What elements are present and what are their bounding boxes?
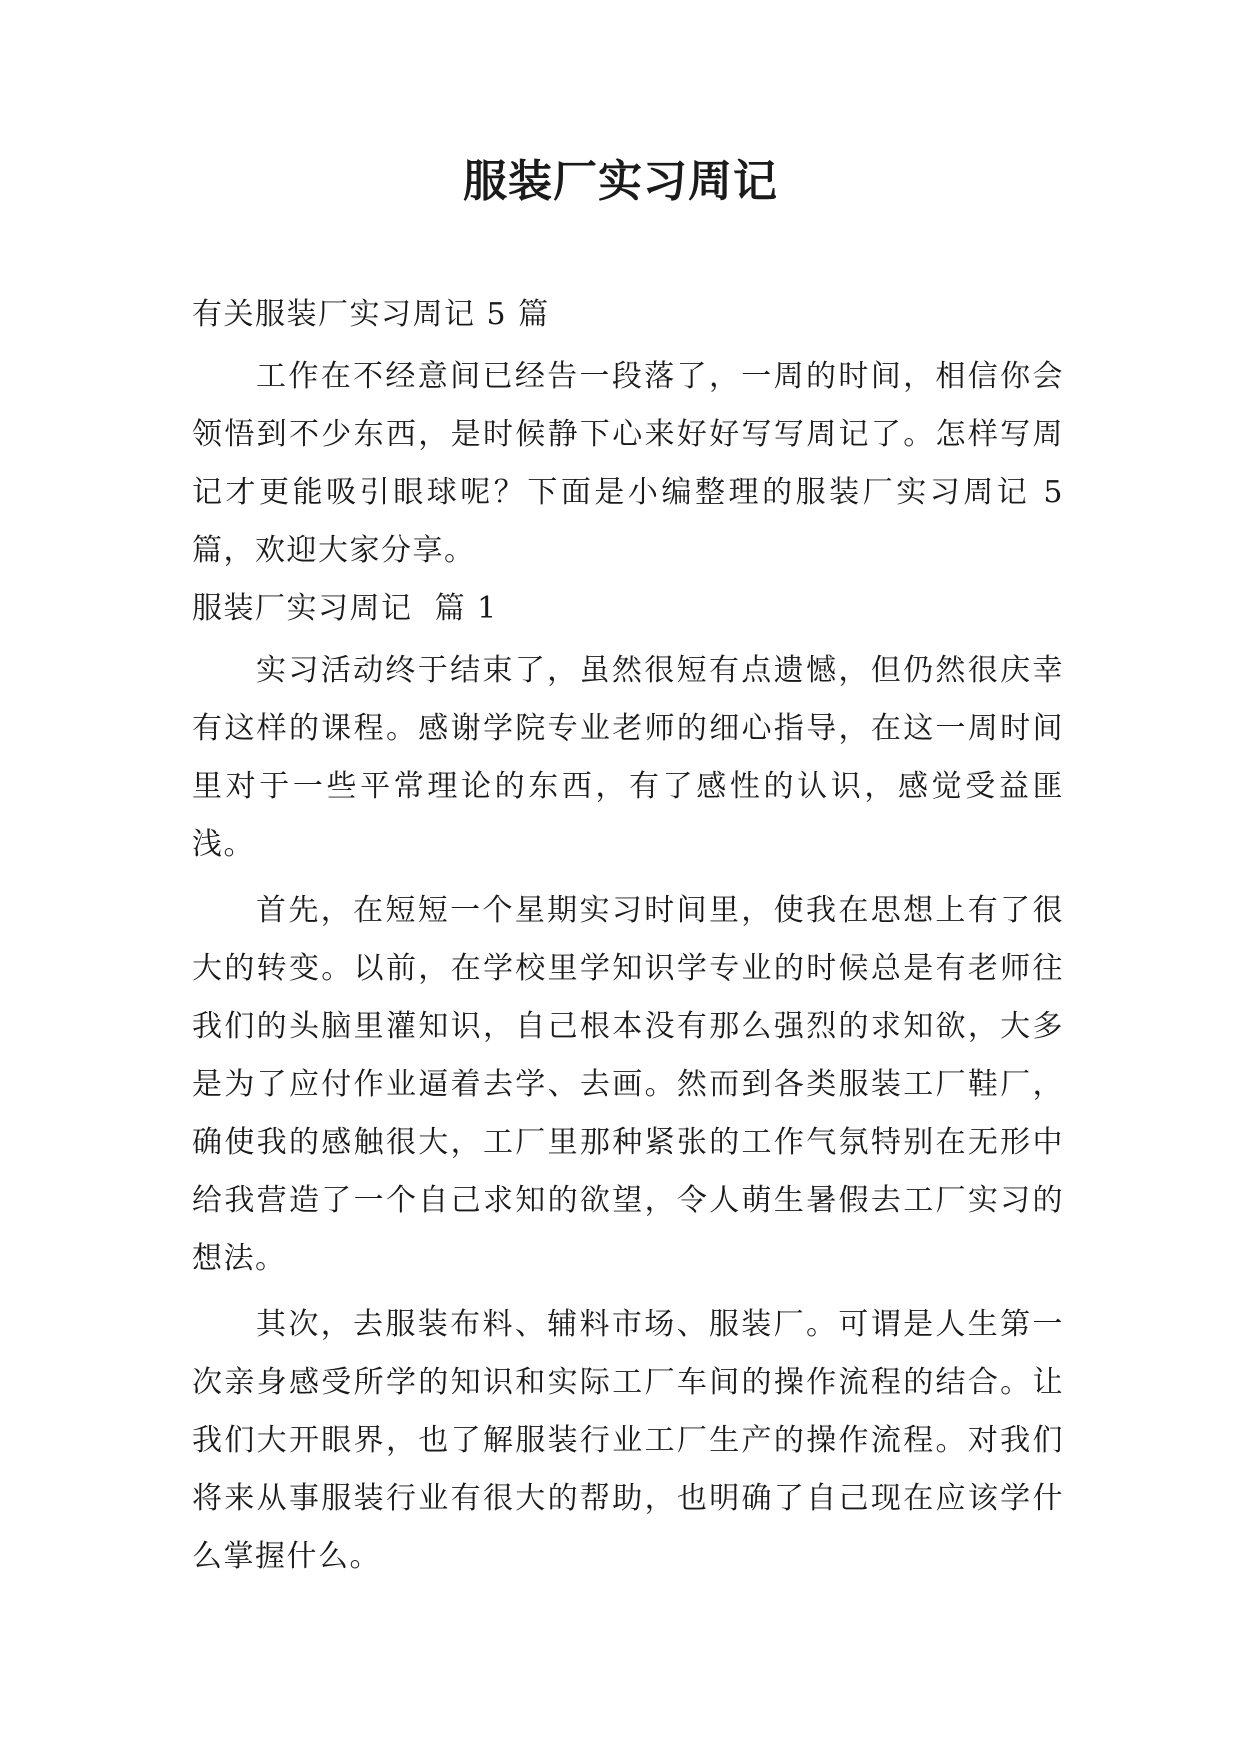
intro-paragraph: 工作在不经意间已经告一段落了，一周的时间，相信你会领悟到不少东西，是时候静下心来好好写写周记了。怎样写周记才更能吸引眼球呢？下面是小编整理的服装厂实习周记 5 篇，欢迎大家分享。 (192, 359, 1064, 568)
document-title: 服装厂实习周记 (463, 156, 778, 207)
document-body (192, 286, 1064, 1586)
section-heading: 服装厂实习周记 篇 1 (192, 591, 498, 626)
body-paragraph-2: 首先，在短短一个星期实习时间里，使我在思想上有了很大的转变。以前，在学校里学知识学专业的时候总是有老师往我们的头脑里灌知识，自己根本没有那么强烈的求知欲，大多是为了应付作业逼着去学、去画。然而到各类服装工厂鞋厂，确使我的感触很大，工厂里那种紧张的工作气氛特别在无形中给我营造了一个自己求知的欲望，令人萌生暑假去工厂实习的想法。 (192, 893, 1064, 1276)
body-paragraph-3: 其次，去服装布料、辅料市场、服装厂。可谓是人生第一次亲身感受所学的知识和实际工厂车间的操作流程的结合。让我们大开眼界，也了解服装行业工厂生产的操作流程。对我们将来从事服装行业有很大的帮助，也明确了自己现在应该学什么掌握什么。 (192, 1307, 1064, 1574)
intro-heading: 有关服装厂实习周记 5 篇 (192, 297, 550, 332)
body-paragraph-1: 实习活动终于结束了，虽然很短有点遗憾，但仍然很庆幸有这样的课程。感谢学院专业老师的细心指导，在这一周时间里对于一些平常理论的东西，有了感性的认识，感觉受益匪浅。 (192, 653, 1064, 862)
